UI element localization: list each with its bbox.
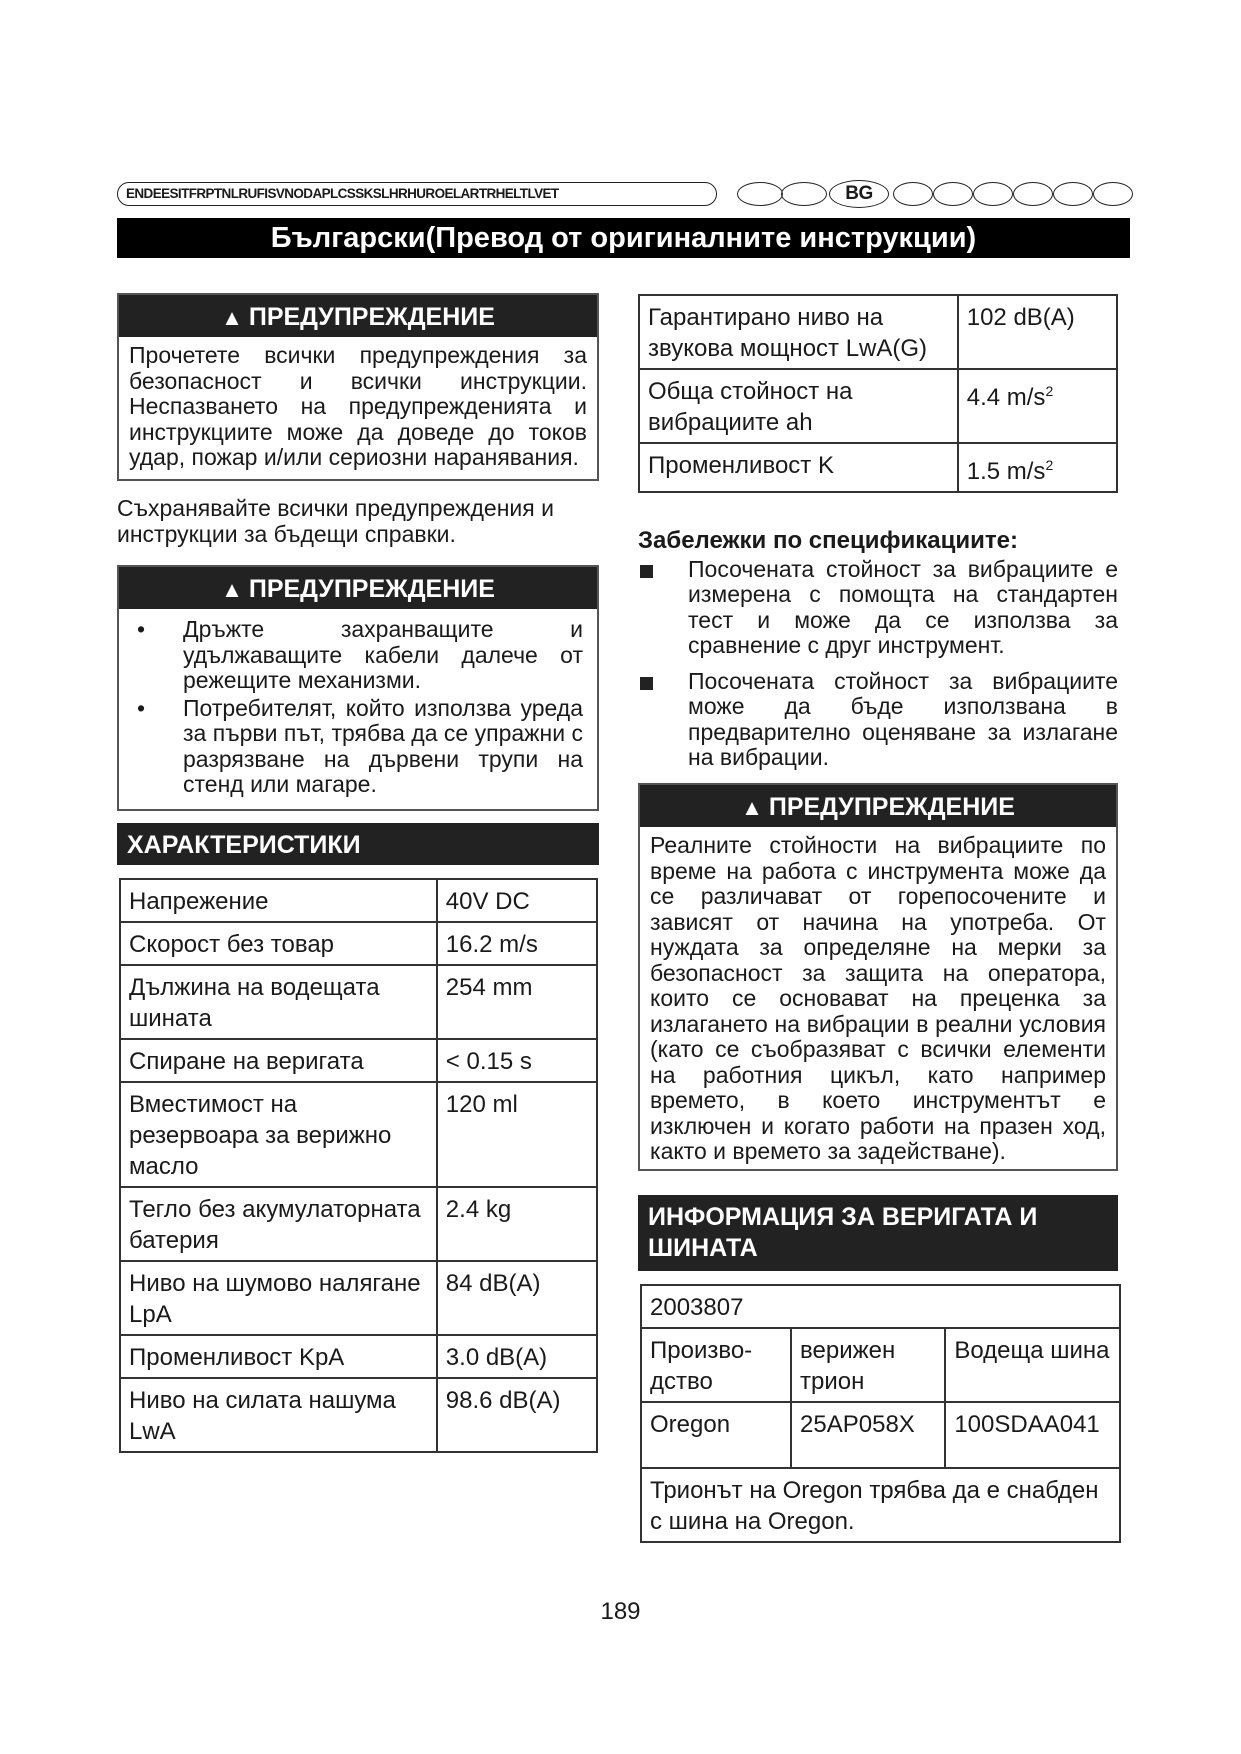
cell-bar: 100SDAA041: [945, 1402, 1120, 1468]
spec-value: 2.4 kg: [437, 1187, 597, 1261]
spec-value: 102 dB(A): [958, 295, 1117, 369]
language-tab-empty: [893, 182, 933, 206]
warning-heading: ▲ ПРЕДУПРЕЖДЕНИЕ: [119, 295, 597, 337]
spec-value: 4.4 $m/s^2$: [958, 369, 1117, 443]
spec-label: Ниво на шумово налягане LpA: [120, 1261, 437, 1335]
spec-label: Променливост K: [639, 443, 958, 492]
spec-value: 1.5 $m/s^2$: [958, 443, 1117, 492]
spec-label: Дължина на водещата шината: [120, 965, 437, 1039]
warning-triangle-icon: ▲: [221, 305, 243, 330]
specs-table: [119, 878, 598, 1453]
spec-label: Ниво на силата нашума LwA: [120, 1378, 437, 1452]
warning-box-safety: [117, 293, 599, 481]
keep-instructions-text: Съхранявайте всички предупреждения и инструкции за бъдещи справки.: [117, 495, 554, 547]
table-row: [120, 1378, 597, 1452]
table-row: [120, 879, 597, 922]
spec-value: 3.0 dB(A): [437, 1335, 597, 1378]
model-number: 2003807: [641, 1285, 1120, 1328]
chain-info-footer: Трионът на Oregon трябва да е снабден с шина на Oregon.: [641, 1468, 1120, 1542]
warning-triangle-icon: ▲: [741, 795, 763, 820]
spec-label: Напрежение: [120, 879, 437, 922]
page-number: 189: [600, 1598, 641, 1625]
page-title: Български(Превод от оригиналните инструкции): [117, 218, 1130, 258]
spec-label: Тегло без акумулаторната батерия: [120, 1187, 437, 1261]
warning-heading: ▲ ПРЕДУПРЕЖДЕНИЕ: [119, 567, 597, 609]
spec-value: 254 mm: [437, 965, 597, 1039]
table-row: [120, 965, 597, 1039]
language-tab-active: BG: [829, 180, 889, 208]
spec-value: 16.2 m/s: [437, 922, 597, 965]
spec-value: < 0.15 s: [437, 1039, 597, 1082]
warning-heading: ▲ ПРЕДУПРЕЖДЕНИЕ: [640, 785, 1116, 827]
spec-label: Обща стойност на вибрациите ah: [639, 369, 958, 443]
square-bullet-icon: [640, 565, 653, 578]
table-row: [120, 1039, 597, 1082]
language-tab-empty: [737, 182, 783, 206]
table-row: [120, 1082, 597, 1187]
warning-text: Реалните стойности на вибрациите по време на работа с инструмента може да се различават от горепосочените и зависят от начина на употреба. От нуждата за определяне на мерки за безопасност за защита на оператора, които се основават на преценка за излагането на вибрации в реални условия (като се съобразяват с всички елементи на работния цикъл, като например времето, в което инструментът е изключен и когато работи на празен ход, както и времето за задействане).: [650, 832, 1106, 1164]
spec-label: Гарантирано ниво на звукова мощност LwA(G): [639, 295, 958, 369]
table-row: [120, 1261, 597, 1335]
table-row: [120, 922, 597, 965]
table-row: [639, 369, 1117, 443]
cell-manufacturer: Oregon: [641, 1402, 791, 1468]
list-item: Посочената стойност за вибрациите е измерена с помощта на стандартен тест и може да се използва за сравнение с друг инструмент.: [638, 557, 1118, 659]
cell-chain: 25AP058X: [791, 1402, 945, 1468]
language-tab-empty: [1013, 182, 1053, 206]
notes-heading: Забележки по спецификациите:: [638, 527, 1018, 554]
language-tab-empty: [781, 182, 827, 206]
warning-box-vibration: [638, 783, 1118, 1171]
chain-info-table: [640, 1284, 1121, 1543]
chain-info-heading: ИНФОРМАЦИЯ ЗА ВЕРИГАТА И ШИНАТА: [638, 1195, 1118, 1271]
warning-list: [119, 609, 597, 806]
table-row: [639, 295, 1117, 369]
col-header-manufacturer: Произво-дство: [641, 1328, 791, 1402]
language-tab-empty: [973, 182, 1013, 206]
spec-value: 98.6 dB(A): [437, 1378, 597, 1452]
list-item: Посочената стойност за вибрациите може да бъде използвана в предварително оценяване за излагане на вибрации.: [638, 669, 1118, 771]
table-row: [120, 1187, 597, 1261]
spec-value: 120 ml: [437, 1082, 597, 1187]
list-item: • Дръжте захранващите и удължаващите кабели далече от режещите механизми.: [133, 617, 583, 694]
spec-value: 84 dB(A): [437, 1261, 597, 1335]
warning-box-cables: [117, 565, 599, 811]
warning-triangle-icon: ▲: [221, 577, 243, 602]
col-header-bar: Водеща шина: [945, 1328, 1120, 1402]
list-item: • Потребителят, който използва уреда за първи път, трябва да се упражни с разрязване на дървени трупи на стенд или магаре.: [133, 696, 583, 798]
square-bullet-icon: [640, 677, 653, 690]
spec-label: Променливост KpA: [120, 1335, 437, 1378]
spec-notes: [638, 528, 1118, 771]
table-row: [639, 443, 1117, 492]
language-tab-empty: [933, 182, 973, 206]
spec-label: Спиране на веригата: [120, 1039, 437, 1082]
col-header-chain: верижен трион: [791, 1328, 945, 1402]
table-row: [120, 1335, 597, 1378]
spec-label: Скорост без товар: [120, 922, 437, 965]
language-codes-strip: ENDEESITFRPTNLRUFISVNODAPLCSSKSLHRHUROELARTRHELTLVET: [117, 182, 717, 206]
warning-text: Прочетете всички предупреждения за безопасност и всички инструкции. Неспазването на предупрежденията и инструкциите може да доведе до токов удар, пожар и/или сериозни наранявания.: [129, 342, 587, 470]
spec-value: 40V DC: [437, 879, 597, 922]
language-tab-empty: [1093, 182, 1133, 206]
language-tab-empty: [1053, 182, 1093, 206]
specs-heading: ХАРАКТЕРИСТИКИ: [117, 823, 599, 865]
spec-label: Вместимост на резервоара за верижно масло: [120, 1082, 437, 1187]
specs-table-continued: [638, 294, 1118, 493]
language-tabs: [117, 180, 1130, 208]
